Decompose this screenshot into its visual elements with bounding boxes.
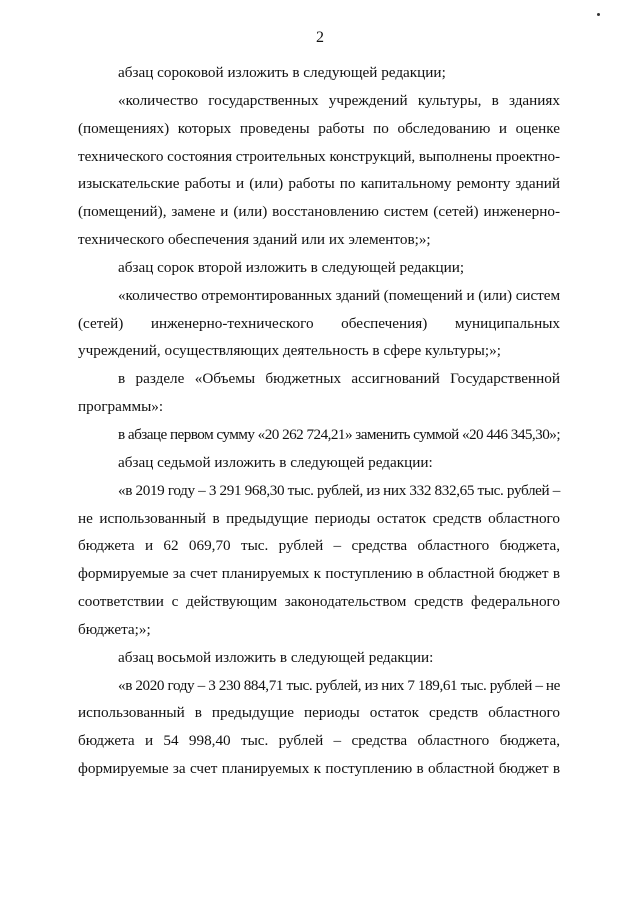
text-line: (сетей) инженерно-технического обеспечения) муниципальных bbox=[78, 314, 560, 332]
text-line: в абзаце первом сумму «20 262 724,21» заменить суммой «20 446 345,30»; bbox=[118, 425, 560, 443]
document-body bbox=[78, 59, 560, 783]
text-line: формируемые за счет планируемых к поступлению в областной бюджет в bbox=[78, 565, 560, 583]
text-line: абзац сороковой изложить в следующей редакции; bbox=[118, 64, 446, 81]
text-line: абзац восьмой изложить в следующей редакции: bbox=[118, 648, 434, 666]
text-line: использованный в предыдущие периоды остаток средств областного bbox=[78, 704, 560, 722]
text-line: соответствии с действующим законодательством средств федерального bbox=[78, 593, 560, 611]
text-line: «количество отремонтированных зданий (помещений и (или) систем bbox=[118, 286, 560, 304]
text-line: абзац седьмой изложить в следующей редакции: bbox=[118, 453, 433, 471]
text-line: бюджета;»; bbox=[78, 620, 151, 638]
text-line: «количество государственных учреждений культуры, в зданиях bbox=[118, 91, 560, 109]
text-line: в разделе «Объемы бюджетных ассигнований Государственной bbox=[118, 370, 560, 388]
scan-speck bbox=[597, 13, 600, 16]
text-line: бюджета и 62 069,70 тыс. рублей – средства областного бюджета, bbox=[78, 537, 560, 555]
text-line: (помещениях) которых проведены работы по обследованию и оценке bbox=[78, 119, 560, 137]
text-line: (помещений), замене и (или) восстановлению систем (сетей) инженерно- bbox=[78, 203, 560, 221]
text-line: бюджета и 54 998,40 тыс. рублей – средства областного бюджета, bbox=[78, 732, 560, 750]
text-line: не использованный в предыдущие периоды остаток средств областного bbox=[78, 509, 560, 527]
text-line: изыскательские работы и (или) работы по капитальному ремонту зданий bbox=[78, 175, 560, 193]
text-line: «в 2019 году – 3 291 968,30 тыс. рублей, из них 332 832,65 тыс. рублей – bbox=[118, 481, 560, 499]
text-line: абзац сорок второй изложить в следующей редакции; bbox=[118, 258, 465, 276]
text-line: технического обеспечения зданий или их элементов;»; bbox=[78, 231, 431, 249]
text-line: формируемые за счет планируемых к поступлению в областной бюджет в bbox=[78, 760, 560, 778]
text-line: учреждений, осуществляющих деятельность в сфере культуры;»; bbox=[78, 342, 501, 360]
text-line: технического состояния строительных конструкций, выполнены проектно- bbox=[78, 147, 560, 165]
text-line: программы»: bbox=[78, 398, 164, 416]
text-line: «в 2020 году – 3 230 884,71 тыс. рублей, из них 7 189,61 тыс. рублей – не bbox=[118, 676, 560, 694]
page-number: 2 bbox=[316, 29, 324, 46]
